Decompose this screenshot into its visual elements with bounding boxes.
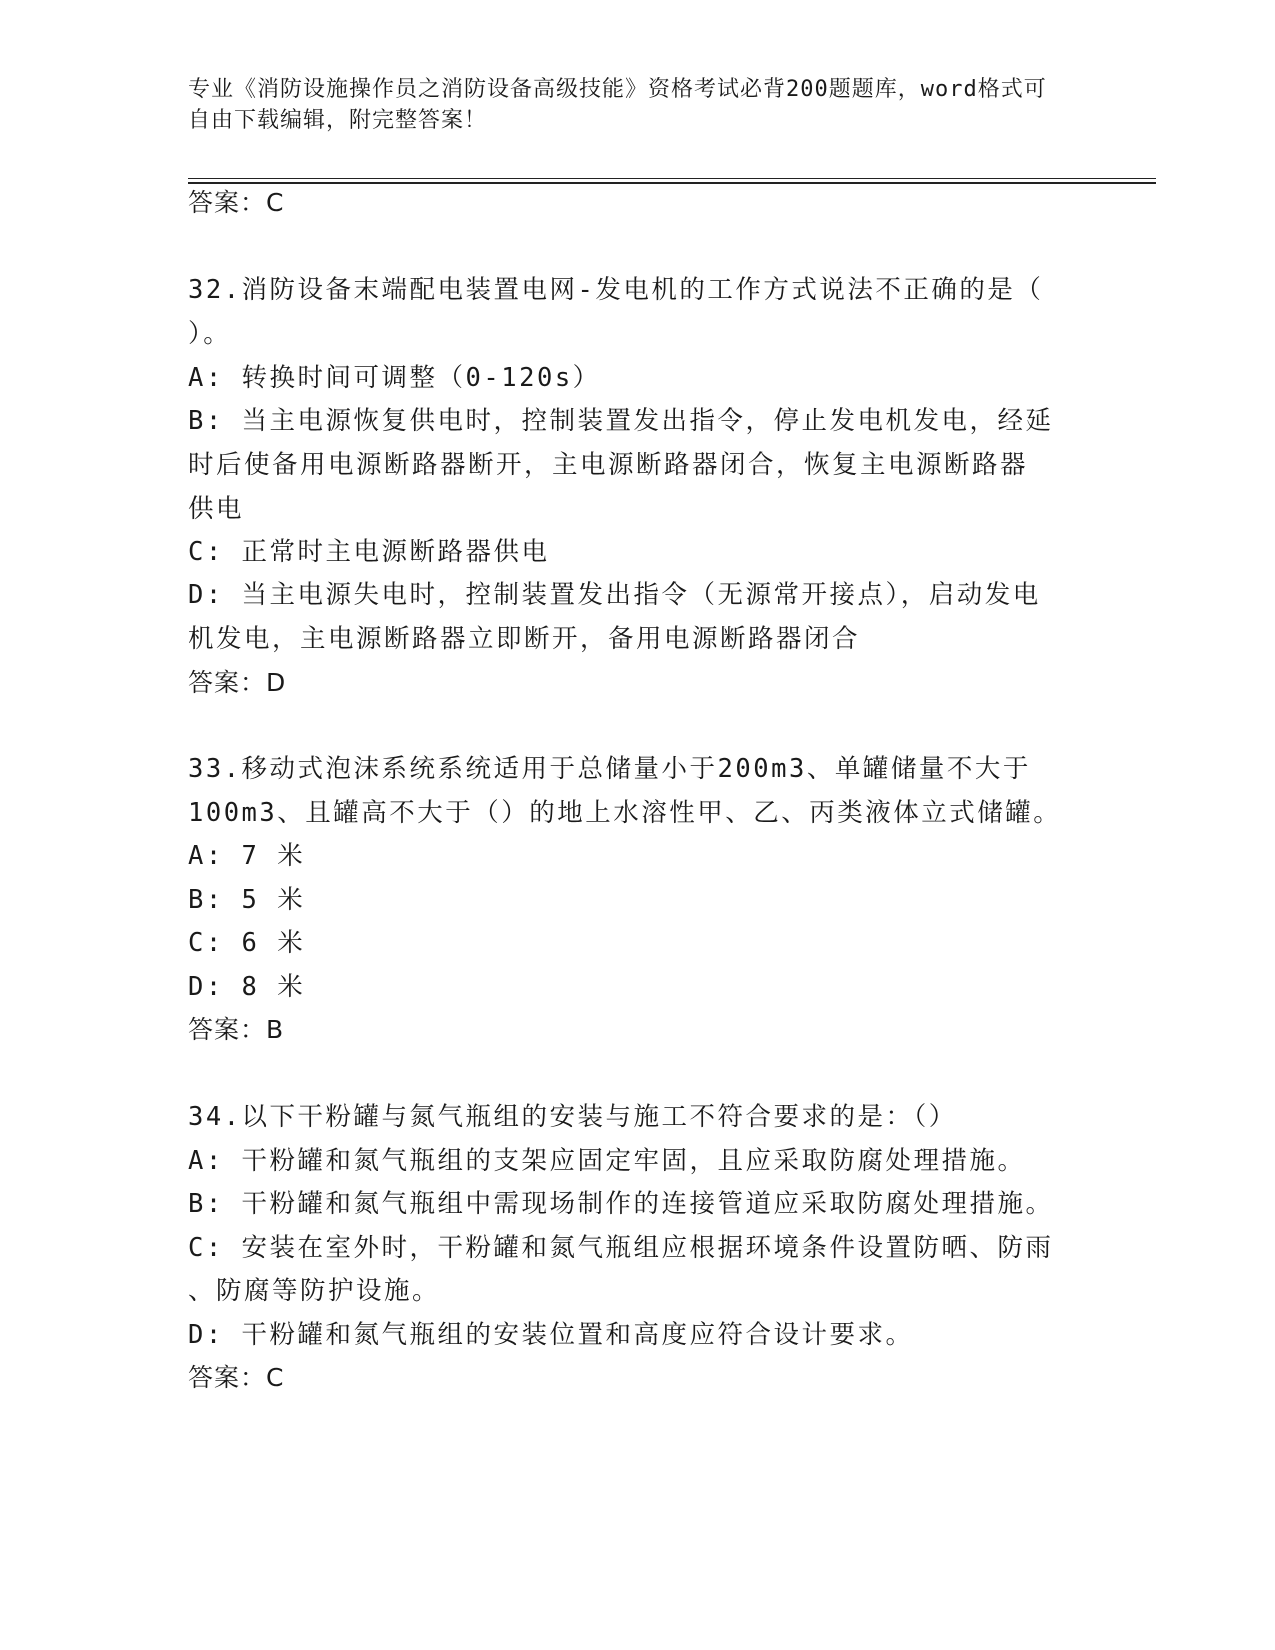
question-33-option-a: A: 7 米 [188, 841, 306, 871]
question-34-option-c-line-1: C: 安装在室外时，干粉罐和氮气瓶组应根据环境条件设置防晒、防雨 [188, 1233, 1054, 1263]
question-32-answer: 答案：D [188, 668, 287, 697]
question-32-option-b-line-2: 时后使备用电源断路器断开，主电源断路器闭合，恢复主电源断路器 [188, 450, 1029, 480]
question-33-option-c: C: 6 米 [188, 928, 306, 958]
question-33-answer: 答案：B [188, 1015, 285, 1044]
question-32-stem-line-1: 32.消防设备末端配电装置电网-发电机的工作方式说法不正确的是（ [188, 275, 1044, 305]
question-33-stem-line-1: 33.移动式泡沫系统系统适用于总储量小于200m3、单罐储量不大于 [188, 754, 1031, 784]
question-33-option-d: D: 8 米 [188, 972, 306, 1002]
question-32-option-b-line-1: B: 当主电源恢复供电时，控制装置发出指令，停止发电机发电，经延 [188, 406, 1054, 436]
question-32-stem-line-2: ）。 [188, 319, 232, 349]
question-32-option-d-line-1: D: 当主电源失电时，控制装置发出指令（无源常开接点），启动发电 [188, 580, 1041, 610]
question-34-answer: 答案：C [188, 1363, 285, 1392]
question-34-stem-line-1: 34.以下干粉罐与氮气瓶组的安装与施工不符合要求的是：（） [188, 1102, 957, 1132]
header-divider-thin [188, 178, 1156, 179]
question-34-option-b: B: 干粉罐和氮气瓶组中需现场制作的连接管道应采取防腐处理措施。 [188, 1189, 1054, 1219]
question-32-option-a: A: 转换时间可调整（0-120s） [188, 363, 601, 393]
previous-answer: 答案：C [188, 188, 285, 217]
question-32-option-c: C: 正常时主电源断路器供电 [188, 537, 550, 567]
document-header: 专业《消防设施操作员之消防设备高级技能》资格考试必背200题题库，word格式可自由下载编辑，附完整答案！ [188, 77, 1047, 133]
question-33-stem-line-2: 100m3、且罐高不大于（）的地上水溶性甲、乙、丙类液体立式储罐。 [188, 798, 1062, 828]
header-divider-thick [188, 182, 1156, 184]
question-34-option-c-line-2: 、防腐等防护设施。 [188, 1276, 441, 1306]
question-32-option-b-line-3: 供电 [188, 494, 245, 524]
question-34-option-a: A: 干粉罐和氮气瓶组的支架应固定牢固，且应采取防腐处理措施。 [188, 1146, 1026, 1176]
question-32-option-d-line-2: 机发电，主电源断路器立即断开，备用电源断路器闭合 [188, 624, 861, 654]
question-33-option-b: B: 5 米 [188, 885, 306, 915]
question-34-option-d: D: 干粉罐和氮气瓶组的安装位置和高度应符合设计要求。 [188, 1320, 914, 1350]
